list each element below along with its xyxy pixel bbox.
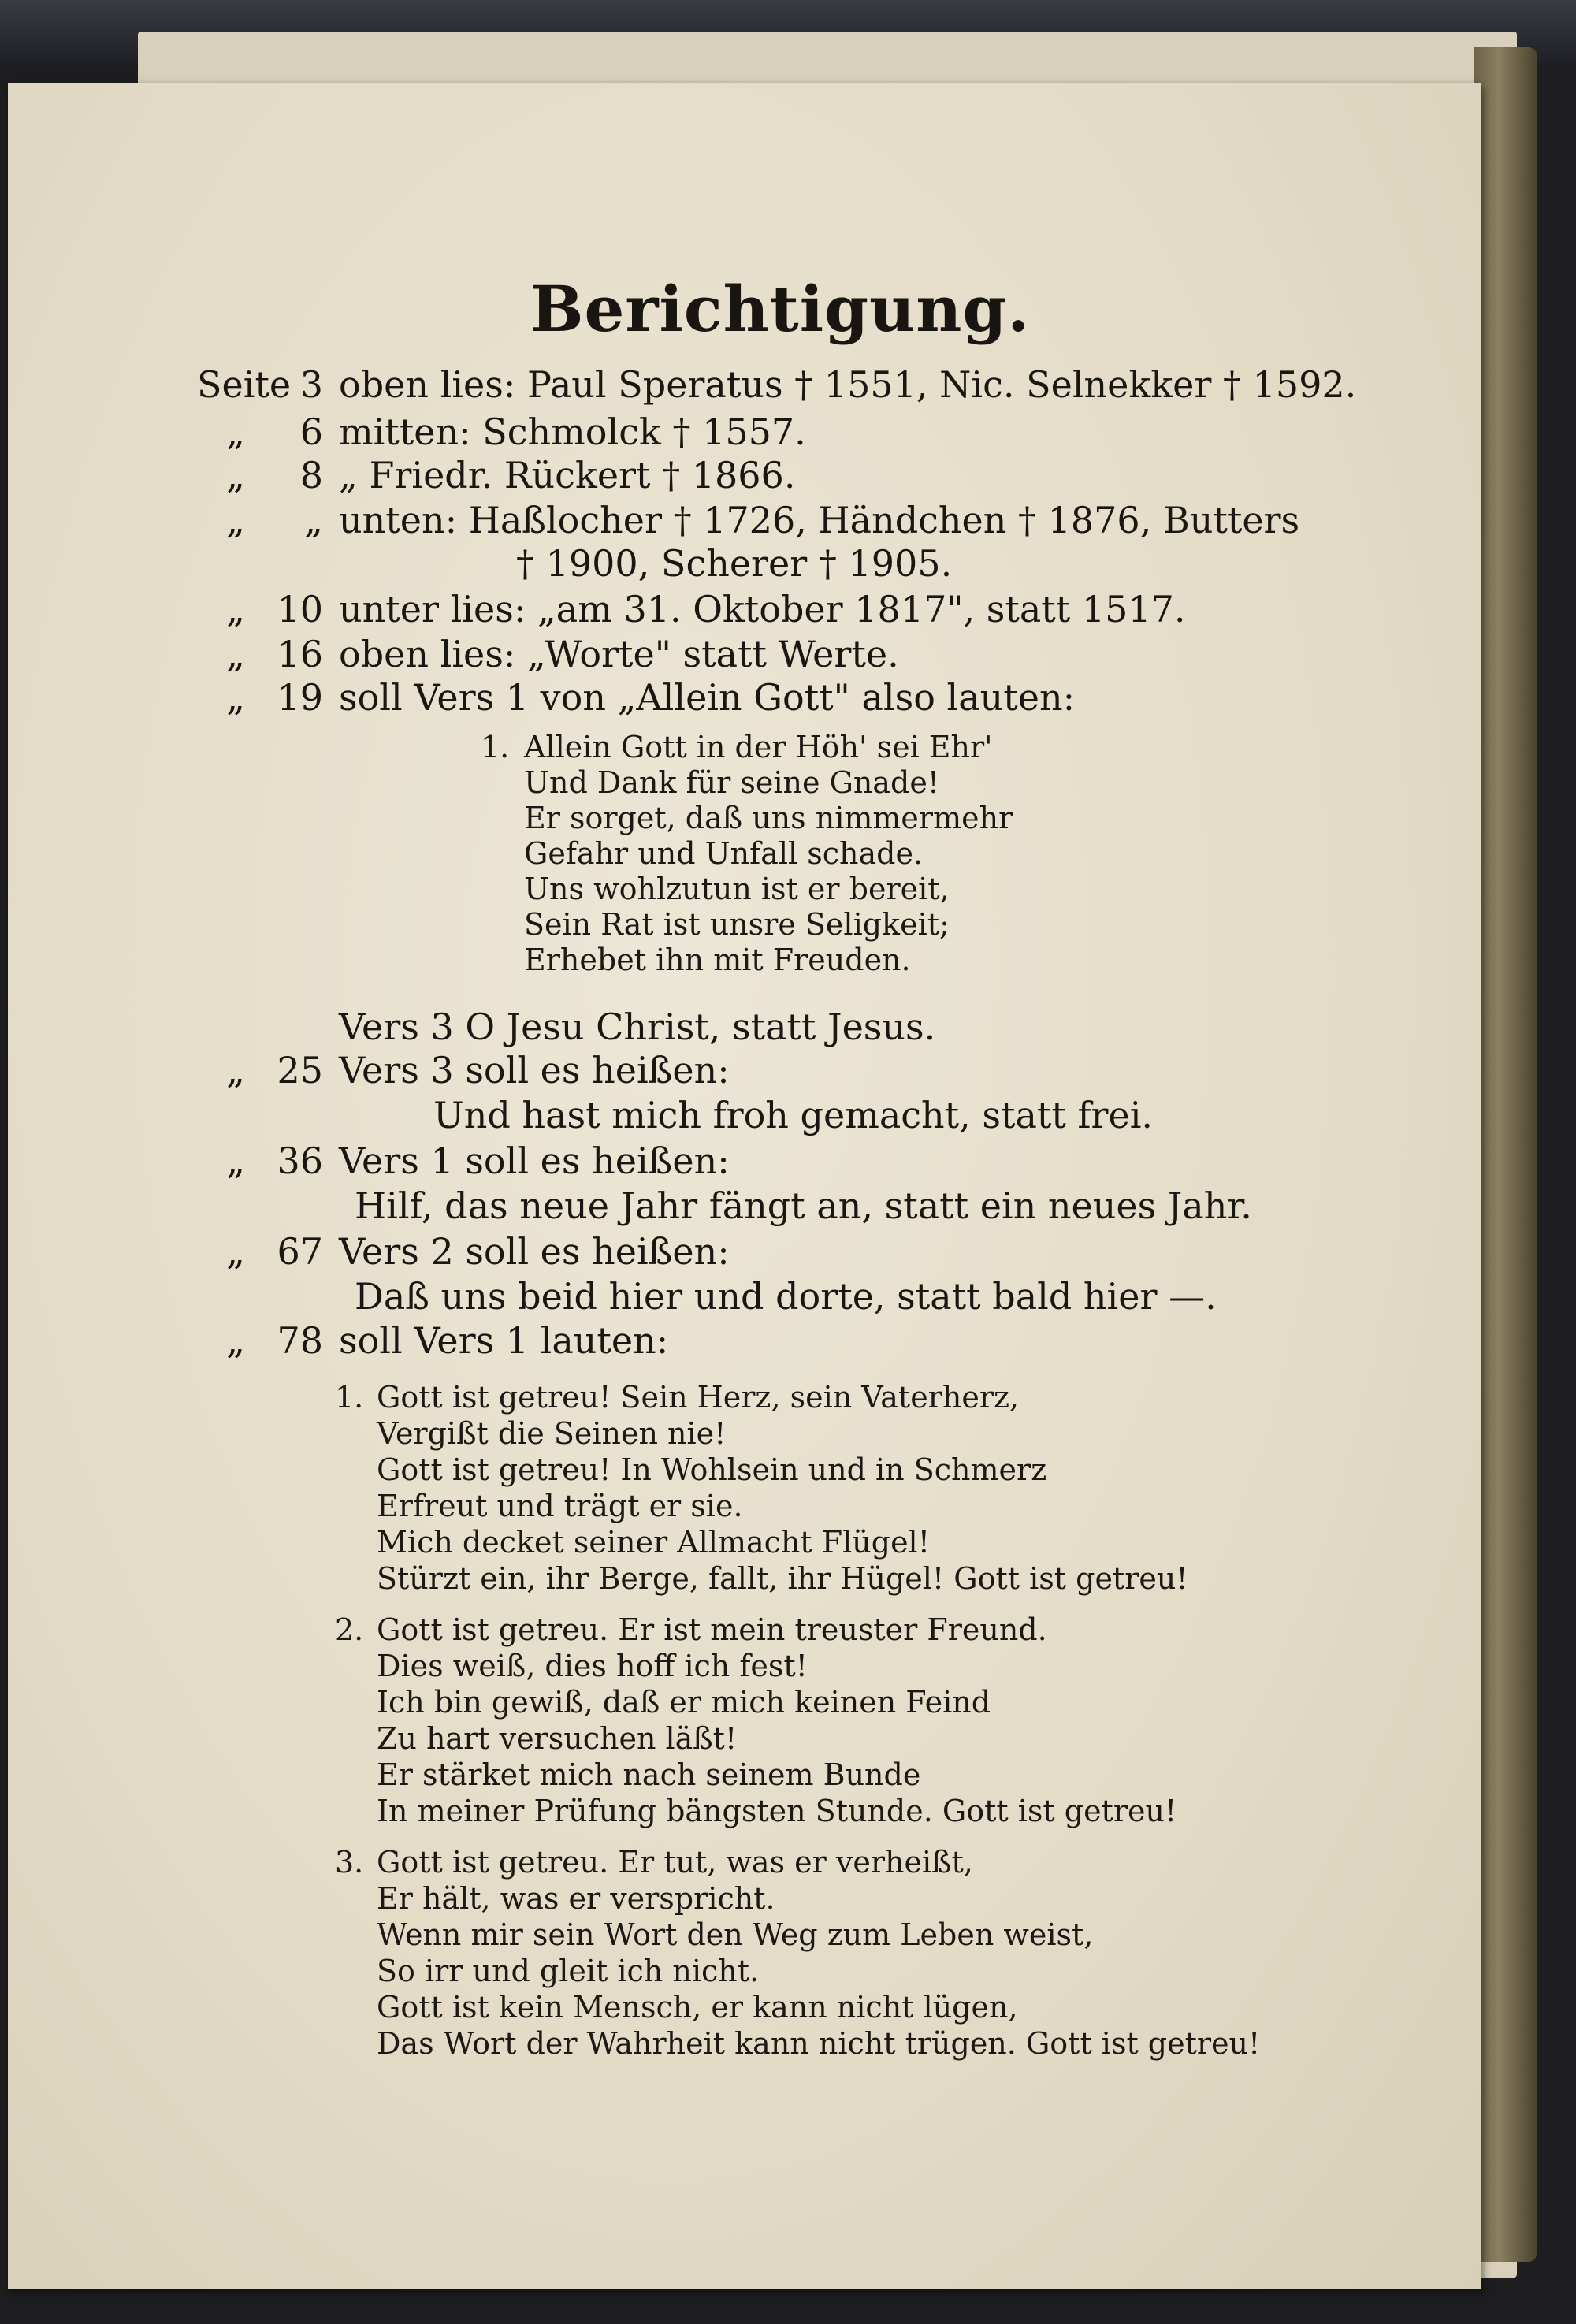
- correction-row: [8, 1139, 1481, 1183]
- correction-text: Vers 1 soll es heißen:: [339, 1140, 730, 1182]
- page-number: „: [304, 499, 323, 541]
- correction-row: [8, 1093, 1481, 1137]
- verse-line: Stürzt ein, ihr Berge, fallt, ihr Hügel! Gott ist getreu!: [377, 1561, 1188, 1596]
- verse-line: Er stärket mich nach seinem Bunde: [377, 1757, 921, 1792]
- verse-line: Uns wohlzutun ist er bereit,: [524, 872, 950, 906]
- verse-line: Gott ist getreu! Sein Herz, sein Vaterherz,: [377, 1380, 1020, 1415]
- verse-line: Mich decket seiner Allmacht Flügel!: [377, 1525, 930, 1560]
- page-number: 10: [277, 588, 323, 630]
- correction-row: [8, 1048, 1481, 1092]
- correction-text: unten: Haßlocher † 1726, Händchen † 1876, Butters: [339, 499, 1300, 541]
- correction-text: Vers 3 O Jesu Christ, statt Jesus.: [339, 1006, 936, 1048]
- verse-line: Erfreut und trägt er sie.: [377, 1489, 743, 1523]
- correction-row: [8, 1274, 1481, 1318]
- verse-number: 1.: [335, 1380, 364, 1415]
- page-title: Berichtigung.: [530, 272, 1031, 346]
- verse-line: Gott ist kein Mensch, er kann nicht lügen,: [377, 1990, 1018, 2025]
- verse-line: So irr und gleit ich nicht.: [377, 1954, 760, 1988]
- correction-text: oben lies: Paul Speratus † 1551, Nic. Selnekker † 1592.: [339, 363, 1357, 406]
- page-number: 8: [299, 454, 323, 496]
- correction-text: oben lies: „Worte" statt Werte.: [339, 633, 899, 675]
- correction-text: unter lies: „am 31. Oktober 1817", statt 1517.: [339, 588, 1186, 630]
- correction-row: [8, 410, 1481, 454]
- page-number: 3: [299, 363, 323, 406]
- verse-line: Gefahr und Unfall schade.: [524, 836, 924, 871]
- verse-line: Dies weiß, dies hoff ich fest!: [377, 1649, 808, 1683]
- correction-text: † 1900, Scherer † 1905.: [516, 542, 953, 585]
- verse-line: Gott ist getreu. Er ist mein treuster Freund.: [377, 1612, 1047, 1647]
- correction-row: [8, 498, 1481, 542]
- correction-text: soll Vers 1 lauten:: [339, 1319, 669, 1362]
- ditto-mark: „: [226, 411, 245, 453]
- verse-line: Er hält, was er verspricht.: [377, 1881, 775, 1916]
- page-number: 19: [277, 676, 323, 719]
- ditto-mark: „: [226, 499, 245, 541]
- ditto-mark: „: [226, 1140, 245, 1182]
- ditto-mark: „: [226, 633, 245, 675]
- page-number: 67: [277, 1230, 323, 1273]
- correction-row: [8, 587, 1481, 631]
- verse-line: Er sorget, daß uns nimmermehr: [524, 801, 1013, 835]
- ditto-mark: „: [226, 454, 245, 496]
- page-number: 16: [277, 633, 323, 675]
- verse-line: Gott ist getreu. Er tut, was er verheißt,: [377, 1845, 973, 1880]
- correction-text: „ Friedr. Rückert † 1866.: [339, 454, 796, 496]
- correction-row: [8, 1229, 1481, 1274]
- correction-row: [8, 1005, 1481, 1049]
- verse-number: 2.: [335, 1612, 364, 1647]
- document-page: [8, 83, 1481, 2289]
- page-number: 25: [277, 1049, 323, 1091]
- verse-line: Gott ist getreu! In Wohlsein und in Schmerz: [377, 1452, 1047, 1487]
- correction-row: [8, 1184, 1481, 1228]
- ditto-mark: „: [226, 1049, 245, 1091]
- verse-line: Ich bin gewiß, daß er mich keinen Feind: [377, 1685, 991, 1720]
- correction-text: Vers 3 soll es heißen:: [339, 1049, 730, 1091]
- verse-number: 3.: [335, 1845, 364, 1880]
- verse-line: Sein Rat ist unsre Seligkeit;: [524, 907, 950, 942]
- page-number: 78: [277, 1319, 323, 1362]
- correction-row: [8, 1318, 1481, 1363]
- correction-row: [8, 632, 1481, 676]
- correction-row: [8, 363, 1481, 407]
- ditto-mark: „: [226, 1230, 245, 1273]
- ditto-mark: „: [226, 1319, 245, 1362]
- verse-line: Wenn mir sein Wort den Weg zum Leben weist,: [377, 1917, 1094, 1952]
- ditto-mark: „: [226, 676, 245, 719]
- verse-line: Vergißt die Seinen nie!: [377, 1416, 727, 1451]
- correction-text: Vers 2 soll es heißen:: [339, 1230, 730, 1273]
- page-word: Seite: [197, 363, 292, 406]
- correction-row: [8, 675, 1481, 720]
- ditto-mark: „: [226, 588, 245, 630]
- verse-line: Und Dank für seine Gnade!: [524, 765, 940, 800]
- page-number: 36: [277, 1140, 323, 1182]
- correction-text: soll Vers 1 von „Allein Gott" also lauten:: [339, 676, 1076, 719]
- correction-row: [8, 541, 1481, 586]
- correction-text: Daß uns beid hier und dorte, statt bald hier —.: [355, 1275, 1217, 1318]
- page-number: 6: [299, 411, 323, 453]
- verse-line: Allein Gott in der Höh' sei Ehr': [524, 730, 993, 764]
- correction-text: mitten: Schmolck † 1557.: [339, 411, 806, 453]
- verse-line: Erhebet ihn mit Freuden.: [524, 943, 911, 977]
- verse-line: Zu hart versuchen läßt!: [377, 1721, 738, 1756]
- book-spine: [1474, 47, 1537, 2262]
- correction-row: [8, 453, 1481, 497]
- verse-number: 1.: [481, 730, 510, 764]
- correction-text: Hilf, das neue Jahr fängt an, statt ein neues Jahr.: [355, 1184, 1252, 1227]
- correction-text: Und hast mich froh gemacht, statt frei.: [433, 1094, 1154, 1136]
- verse-line: Das Wort der Wahrheit kann nicht trügen. Gott ist getreu!: [377, 2026, 1261, 2061]
- verse-line: In meiner Prüfung bängsten Stunde. Gott ist getreu!: [377, 1794, 1177, 1828]
